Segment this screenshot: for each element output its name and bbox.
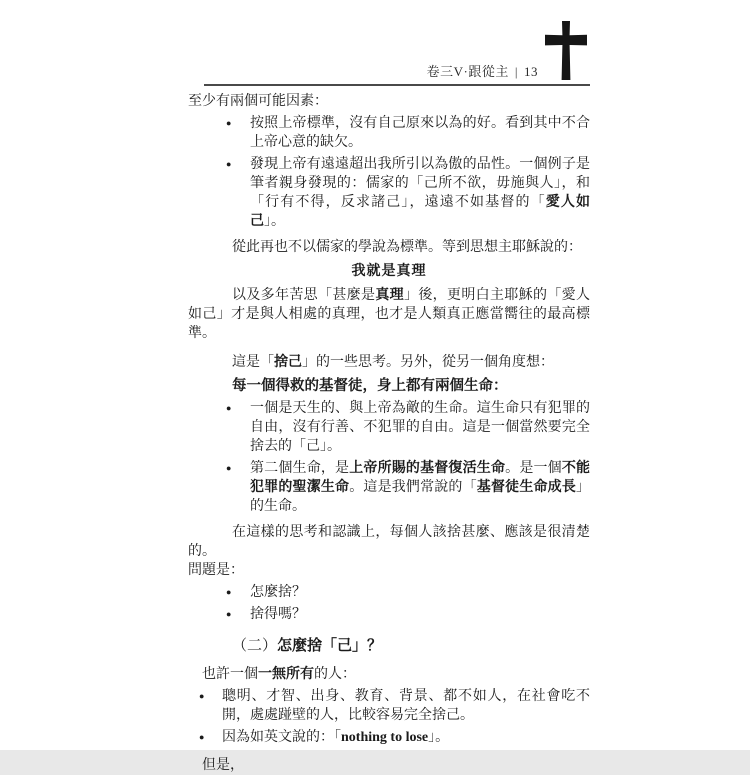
page-body <box>188 92 590 775</box>
paragraph-reflection <box>188 353 590 372</box>
bullet-item-life2 <box>188 459 590 516</box>
nothing2-english: nothing to lose <box>341 730 429 745</box>
bullet-item-life1 <box>188 399 590 456</box>
factor1-text: 按照上帝標準，沒有自己原來以為的好。看到其中不合上帝心意的缺欠。 <box>250 116 590 150</box>
bullet-item-factor1 <box>188 114 590 152</box>
questions-list <box>188 583 590 624</box>
jesus-quote-heading <box>188 262 590 281</box>
bullet-icon: ● <box>199 691 205 701</box>
jesus-quote-text: 我就是真理 <box>351 264 427 279</box>
life2-text-3: 。這是我們常說的「 <box>349 480 477 495</box>
life1-text: 一個是天生的、與上帝為敵的生命。這生命只有犯罪的自由，沒有行善、不犯罪的自由。這是一個當然要完全捨去的「己」。 <box>250 401 590 454</box>
truth-text-1: 以及多年苦思「甚麼是 <box>232 288 376 303</box>
bullet-icon: ● <box>226 463 232 473</box>
page-number: 13 <box>524 64 538 79</box>
bullet-item-question1 <box>188 583 590 602</box>
reflection-text-2: 」的一些思考。另外，從另一個角度想： <box>302 355 554 370</box>
question2-text: 捨得嗎？ <box>250 607 306 622</box>
life2-bold-2: 不能犯罪的聖潔生命 <box>250 461 591 495</box>
paragraph-intro-text: 至少有兩個可能因素： <box>188 94 328 109</box>
bullet-icon: ● <box>226 159 232 169</box>
section-number: （二） <box>232 638 278 654</box>
truth-text-2: 」後，更明白主耶穌的「愛人如己」才是與人相處的真理，也才是人類真正應當嚮往的最高標準。 <box>188 288 591 341</box>
cross-icon <box>545 21 587 80</box>
factor2-text-1: 發現上帝有遠遠超出我所引以為傲的品性。一個例子是筆者親身發現的：儒家的「己所不欲，毋施與人」，和「行有不得，反求諸己」，遠遠不如基督的「 <box>250 157 590 210</box>
bullet-item-question2 <box>188 605 590 624</box>
bullet-item-nothing2 <box>188 728 590 747</box>
nothing2-text-2: 」。 <box>428 730 450 745</box>
bullet-icon: ● <box>226 403 232 413</box>
bullet-icon: ● <box>226 587 232 597</box>
running-head <box>188 61 538 80</box>
closing-text: 但是， <box>202 758 244 773</box>
nothing1-text: 聰明、才智、出身、教育、背景、都不如人，在社會吃不開，處處踫壁的人，比較容易完全捨己。 <box>222 689 590 723</box>
section-title: 怎麼捨「己」？ <box>277 638 383 654</box>
factor2-text-2: 」。 <box>264 214 285 229</box>
nothing-text-1: 也許一個 <box>202 667 258 682</box>
paragraph-nothing <box>188 665 590 684</box>
nothing2-text-1: 因為如英文說的：「 <box>222 730 341 745</box>
bullet-item-nothing1 <box>188 687 590 725</box>
paragraph-truth <box>188 286 590 343</box>
question-lead-text: 問題是： <box>188 563 244 578</box>
question1-text: 怎麼捨？ <box>250 585 306 600</box>
nothing-list <box>188 687 590 747</box>
life2-bold-1: 上帝所賜的基督復活生命 <box>349 461 506 476</box>
life2-text-2: 。是一個 <box>505 461 562 476</box>
header-separator: | <box>514 64 518 79</box>
reflection-bold: 捨己 <box>274 355 302 370</box>
nothing-bold: 一無所有 <box>258 667 314 682</box>
factors-list <box>188 114 590 231</box>
paragraph-clear <box>188 523 590 561</box>
life2-text-1: 第二個生命，是 <box>250 461 350 476</box>
factor2-bold: 愛人如己 <box>250 195 591 229</box>
section-heading <box>188 635 590 657</box>
life2-bold-3: 基督徒生命成長 <box>476 480 577 495</box>
life2-text-4: 」的生命。 <box>250 480 591 514</box>
nothing-text-2: 的人： <box>314 667 356 682</box>
paragraph-closing <box>188 756 590 775</box>
header-rule <box>204 84 590 86</box>
paragraph-question-lead <box>188 561 590 580</box>
truth-bold: 真理 <box>375 288 405 303</box>
two-lives-heading <box>188 377 590 396</box>
after-factors-text: 從此再也不以儒家的學說為標準。等到思想主耶穌說的： <box>232 240 582 255</box>
paragraph-intro <box>188 92 590 111</box>
reflection-text-1: 這是「 <box>232 355 274 370</box>
bullet-icon: ● <box>199 732 205 742</box>
paragraph-after-factors <box>188 238 590 257</box>
clear-text: 在這樣的思考和認識上，每個人該捨甚麼、應該是很清楚的。 <box>188 525 590 559</box>
lives-list <box>188 399 590 516</box>
bullet-icon: ● <box>226 118 232 128</box>
two-lives-heading-text: 每一個得救的基督徒，身上都有兩個生命： <box>232 378 508 394</box>
bullet-item-factor2 <box>188 155 590 231</box>
volume-title: 卷三V·跟從主 <box>426 64 509 79</box>
bullet-icon: ● <box>226 609 232 619</box>
